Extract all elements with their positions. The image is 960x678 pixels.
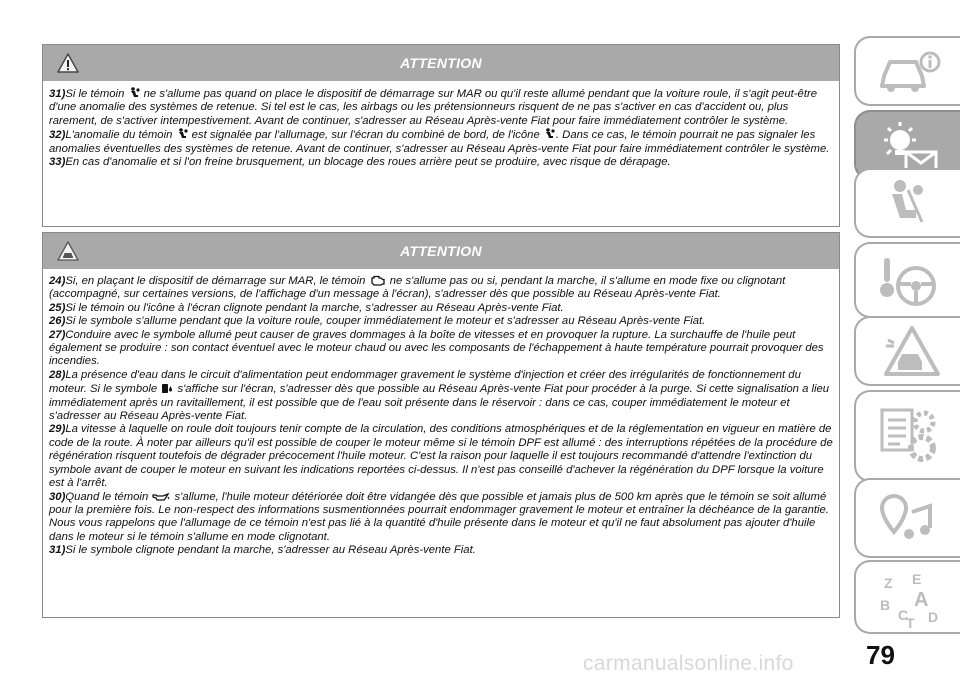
alphabetical-index-icon [878, 570, 942, 630]
oil-can-icon [152, 492, 170, 502]
note-26: 26)Si le symbole s'allume pendant que la voiture roule, couper immédiatement le moteur et s'adresser au Réseau Après-vente Fiat. [49, 315, 706, 328]
warning-title: ATTENTION [400, 55, 482, 71]
engine-icon [370, 275, 386, 286]
svg-text:T: T [906, 615, 915, 630]
note-31: 31)Si le témoin ne s'allume pas quand on place le dispositif de démarrage sur MAR ou qu'il reste allumé pendant que la voiture roule, il s'agit peut-être d'une anomalie des systèmes de retenue. Si tel est le cas, les airbags ou les prétensionneurs risquent de ne pas s'activer en cas d'accident ou, plus rarement, de s'activer intempestivement. Avant de continuer, s'adresser au Réseau Après-vente Fiat pour faire immédiatement contrôler le système. [49, 88, 818, 127]
sidebar-tab-index[interactable] [854, 560, 960, 634]
key-steering-wheel-icon [878, 252, 942, 312]
sidebar-tab-emergency[interactable] [854, 316, 960, 386]
note-27: 27)Conduire avec le symbole allumé peut causer de graves dommages à la boîte de vitesses et en provoquer la rupture. La surchauffe de l'huile peut également se produire : son contact éventuel avec le moteur chaud ou avec les composants de l'échappement à haute température pourrait provoquer des incendies. [49, 328, 824, 368]
seat-airbag-icon [878, 178, 942, 232]
svg-text:A: A [914, 589, 929, 611]
warning-box-1 [42, 44, 840, 227]
svg-text:C: C [898, 607, 909, 623]
note-30: 30)Quand le témoin s'allume, l'huile moteur détériorée doit être vidangée dès que possible et jamais plus de 500 km après que le témoin se soit allumé pour la première fois. Le non-respect des informations susmentionnées pourrait endommager gravement le moteur et entraîner la déchéance de la garantie. Nous vous rappelons que l'allumage de ce témoin n'est pas lié à la quantité d'huile présente dans le moteur et qu'il ne faut absolument pas ajouter d'huile dans le moteur si le témoin s'allume en mode clignotant. [49, 490, 829, 543]
svg-text:E: E [912, 571, 922, 587]
airbag-icon [544, 128, 555, 140]
warning-header [43, 45, 839, 81]
note-28: 28)La présence d'eau dans le circuit d'alimentation peut endommager gravement le système d'injection et créer des irrégularités de fonctionnement du moteur. Si le symbole s'affiche sur l'écran, s'adresser dès que possible au Réseau Après-vente Fiat pour procéder à la purge. Si cette signalisation a lieu immédiatement après un ravitaillement, il est possible que de l'eau soit présente dans le réservoir : dans ce cas, couper immédiatement le moteur et s'adresser au Réseau Après-vente Fiat. [49, 368, 830, 423]
note-29: 29)La vitesse à laquelle on roule doit toujours tenir compte de la circulation, des conditions atmosphériques et de la réglementation en vigueur en matière de code de la route. À noter par ailleurs qu'il est possible de couper le moteur même si le témoin DPF est allumé : des interruptions répétées de la procédure de régénération risquent toutefois de dégrader précocement l'huile moteur. C'est la raison pour laquelle il est toujours recommandé d'attendre l'extinction du symbole avant de couper le moteur en suivant les indications reportées ci-dessus. Il n'est pas conseillé d'achever la régénération du DPF lorsque la voiture est à l'arrêt. [49, 423, 833, 490]
warning-box-2 [42, 232, 840, 618]
multimedia-navigation-icon [878, 488, 942, 552]
airbag-icon [177, 128, 188, 140]
sidebar-tab-car-info[interactable] [854, 36, 960, 106]
note-33: 33)En cas d'anomalie et si l'on freine brusquement, un blocage des roues arrière peut se produire, avec risque de dérapage. [49, 156, 671, 169]
svg-text:Z: Z [884, 575, 893, 591]
warning-header [43, 233, 839, 269]
note-25: 25)Si le témoin ou l'icône à l'écran clignote pendant la marche, s'adresser au Réseau Après-vente Fiat. [49, 301, 564, 314]
maintenance-gears-icon [878, 400, 942, 476]
note-32: 32)L'anomalie du témoin est signalée par l'allumage, sur l'écran du combiné de bord, de l'icône . Dans ce cas, le témoin pourrait ne pas signaler les anomalies éventuelles des systèmes de retenue. Avant de continuer, s'adresser au Réseau Après-vente Fiat pour faire immédiatement contrôler le système. [49, 129, 830, 155]
svg-text:B: B [880, 597, 891, 613]
water-in-fuel-icon [161, 382, 173, 394]
warning-title: ATTENTION [400, 243, 482, 259]
warning-lights-message-icon [878, 120, 942, 174]
page-number: 79 [866, 640, 895, 670]
sidebar-tab-maintenance[interactable] [854, 390, 960, 482]
sidebar-tab-safety[interactable] [854, 168, 960, 238]
watermark: carmanualsonline.info [583, 652, 794, 675]
car-breakdown-icon [878, 326, 942, 380]
sidebar-tab-starting-driving[interactable] [854, 242, 960, 318]
note-31b: 31)Si le symbole clignote pendant la marche, s'adresser au Réseau Après-vente Fiat. [49, 544, 476, 557]
sidebar-tab-multimedia[interactable] [854, 478, 960, 558]
car-info-icon [878, 46, 942, 100]
svg-text:D: D [928, 609, 939, 625]
note-24: 24)Si, en plaçant le dispositif de démarrage sur MAR, le témoin ne s'allume pas ou si, pendant la marche, il s'allume en mode fixe ou clignotant (accompagné, sur certaines versions, de l'affichage d'un message à l'écran), s'adresser dès que possible au Réseau Après-vente Fiat. [49, 275, 786, 301]
airbag-icon [129, 87, 140, 99]
